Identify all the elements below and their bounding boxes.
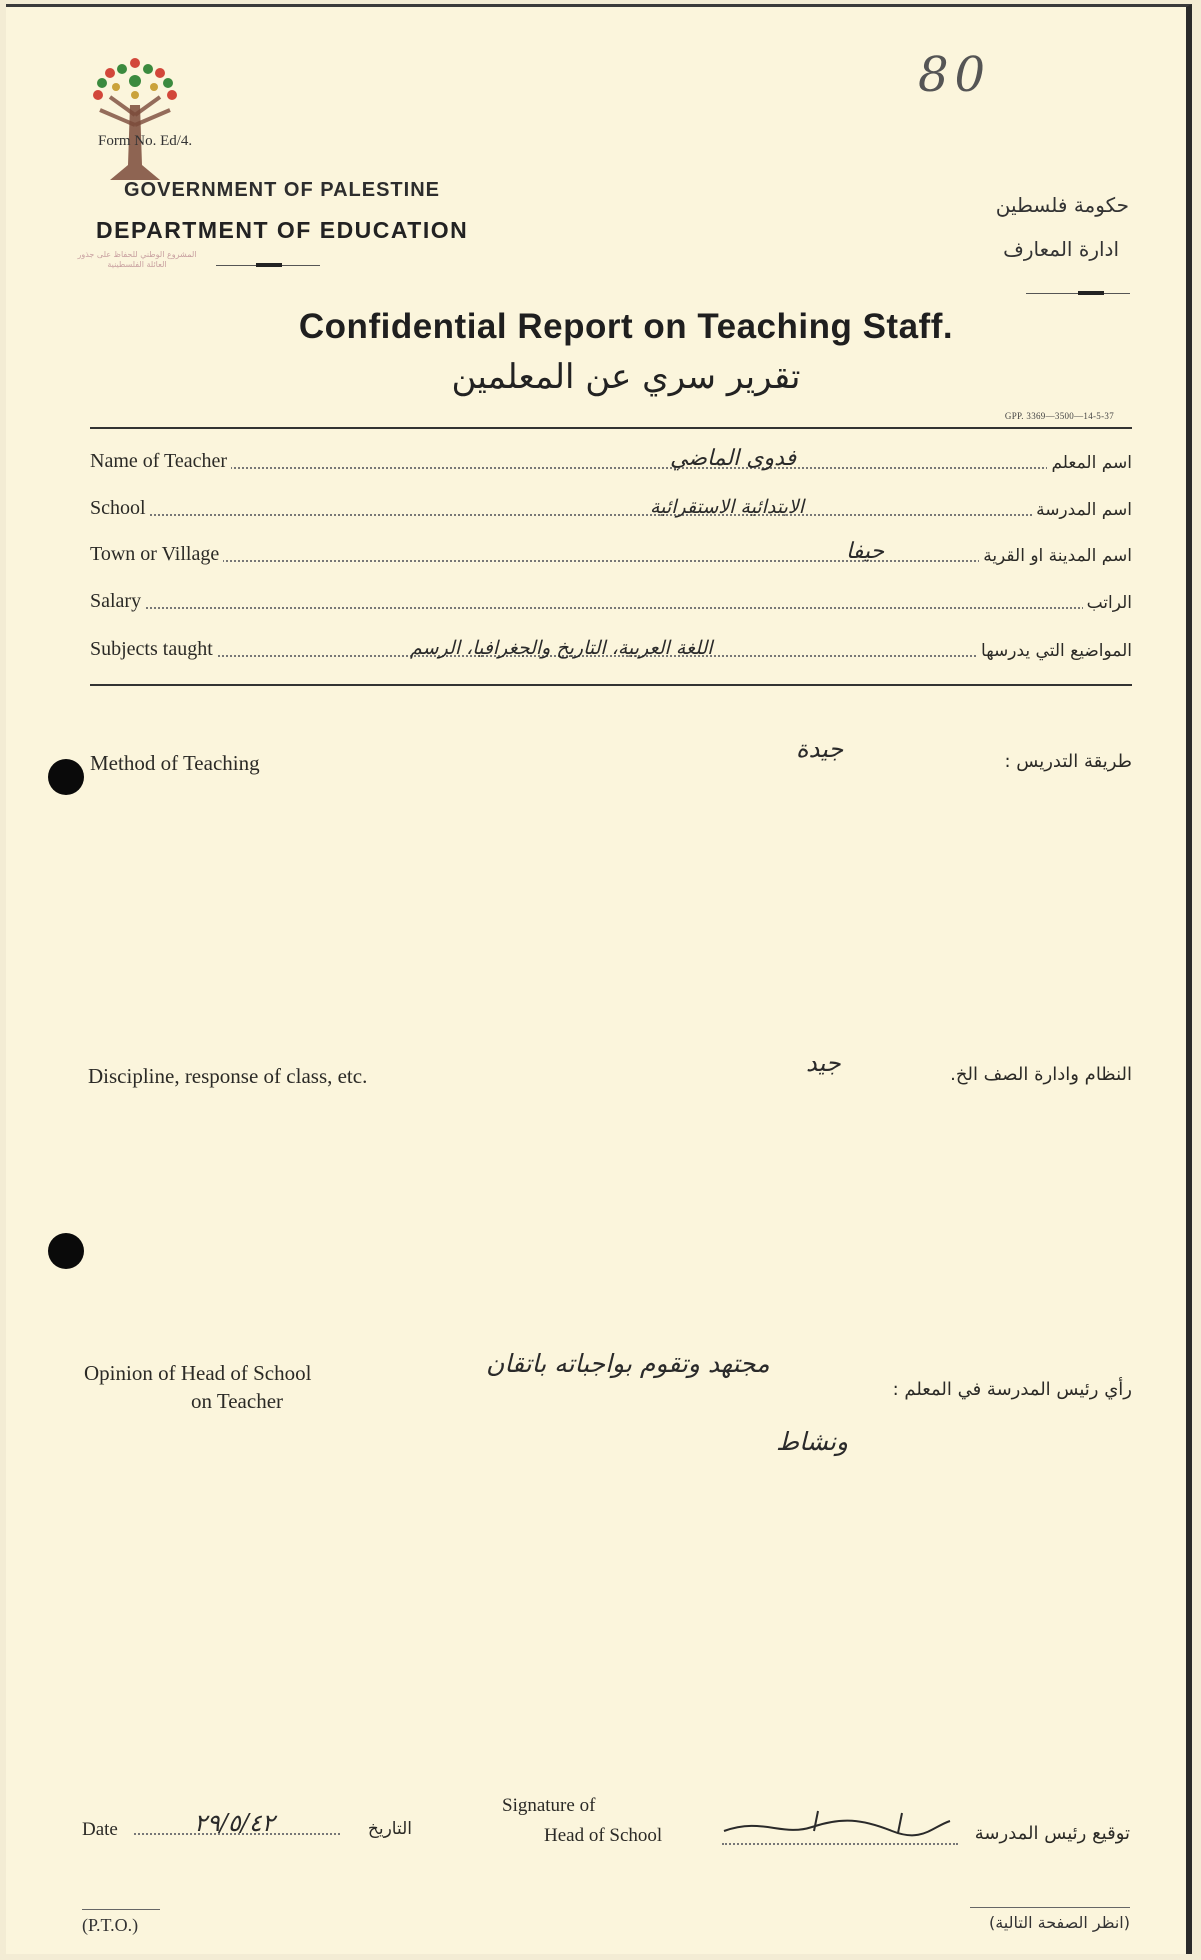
report-title-en: Confidential Report on Teaching Staff. — [298, 307, 954, 346]
opinion-value-handwritten: مجتهد وتقوم بواجباته باتقان — [486, 1349, 770, 1378]
department-heading-ar: ادارة المعارف — [1003, 237, 1119, 261]
field-row-town — [90, 540, 1132, 570]
field-label-en: Subjects taught — [90, 638, 217, 661]
opinion-label-en-line2: on Teacher — [191, 1389, 284, 1413]
field-value-handwritten: اللغة العربية، التاريخ والجغرافيا، الرسم — [410, 637, 713, 659]
handwritten-page-number: 80 — [918, 47, 992, 103]
opinion-label-en-line1: Opinion of Head of School — [84, 1361, 312, 1385]
method-label-en: Method of Teaching — [90, 751, 260, 775]
field-label-ar: الراتب — [1083, 593, 1132, 613]
field-label-ar: اسم المدرسة — [1032, 500, 1132, 520]
dotted-line — [90, 607, 1132, 609]
watermark-text: المشروع الوطني للحفاظ على جذور العائلة الفلسطينية — [77, 250, 197, 269]
date-field — [82, 1805, 412, 1845]
divider-dash — [256, 263, 282, 267]
punch-hole — [48, 759, 84, 795]
divider — [90, 684, 1132, 686]
divider — [970, 1907, 1130, 1908]
print-code: GPP. 3369—3500—14-5-37 — [1004, 411, 1114, 421]
opinion-label-ar: رأي رئيس المدرسة في المعلم : — [892, 1379, 1132, 1400]
date-value-handwritten: ٢٩/٥/٤٢ — [194, 1809, 275, 1837]
discipline-label-ar: النظام وادارة الصف الخ. — [950, 1064, 1132, 1085]
field-value-handwritten: فدوى الماضي — [670, 446, 797, 471]
handwritten-signature — [722, 1797, 952, 1847]
punch-hole — [48, 1233, 84, 1269]
method-label-ar: طريقة التدريس : — [1004, 751, 1132, 772]
method-value-handwritten: جيدة — [796, 735, 844, 763]
divider — [82, 1909, 160, 1910]
discipline-label-en: Discipline, response of class, etc. — [88, 1064, 368, 1088]
field-value-handwritten: الابتدائية الاستقرائية — [650, 496, 804, 518]
field-row-school — [90, 494, 1132, 524]
field-label-en: Name of Teacher — [90, 450, 231, 473]
field-value-handwritten: حيفا — [846, 539, 885, 564]
signature-label-en-line2: Head of School — [544, 1825, 663, 1846]
field-row-name — [90, 447, 1132, 477]
report-title-ar: تقرير سري عن المعلمين — [451, 357, 801, 397]
form-number: Form No. Ed/4. — [98, 133, 193, 149]
pto-note-ar: (انظر الصفحة التالية) — [988, 1913, 1130, 1932]
field-label-ar: اسم المعلم — [1047, 453, 1132, 473]
dotted-line — [90, 514, 1132, 516]
field-label-ar: اسم المدينة او القرية — [979, 546, 1132, 566]
field-label-ar: المواضيع التي يدرسها — [977, 641, 1132, 661]
government-heading-ar: حكومة فلسطين — [995, 193, 1129, 217]
tree-logo-icon — [80, 55, 193, 195]
department-heading-en: DEPARTMENT OF EDUCATION — [96, 217, 469, 243]
field-label-en: Town or Village — [90, 543, 223, 566]
date-label-ar: التاريخ — [367, 1819, 412, 1839]
government-heading-en: GOVERNMENT OF PALESTINE — [124, 179, 440, 201]
document-page — [6, 4, 1192, 1954]
dotted-line — [90, 467, 1132, 469]
field-row-salary — [90, 587, 1132, 617]
divider-dash — [1078, 291, 1104, 295]
field-label-en: School — [90, 497, 150, 520]
pto-note-en: (P.T.O.) — [82, 1915, 139, 1935]
field-label-en: Salary — [90, 590, 145, 613]
dotted-line — [90, 560, 1132, 562]
signature-label-ar: توقيع رئيس المدرسة — [974, 1823, 1130, 1844]
field-row-subjects — [90, 635, 1132, 665]
date-label-en: Date — [82, 1819, 118, 1840]
divider — [90, 427, 1132, 429]
signature-label-en-line1: Signature of — [502, 1795, 596, 1816]
opinion-value-handwritten-line2: ونشاط — [776, 1427, 849, 1456]
discipline-value-handwritten: جيد — [806, 1049, 841, 1077]
